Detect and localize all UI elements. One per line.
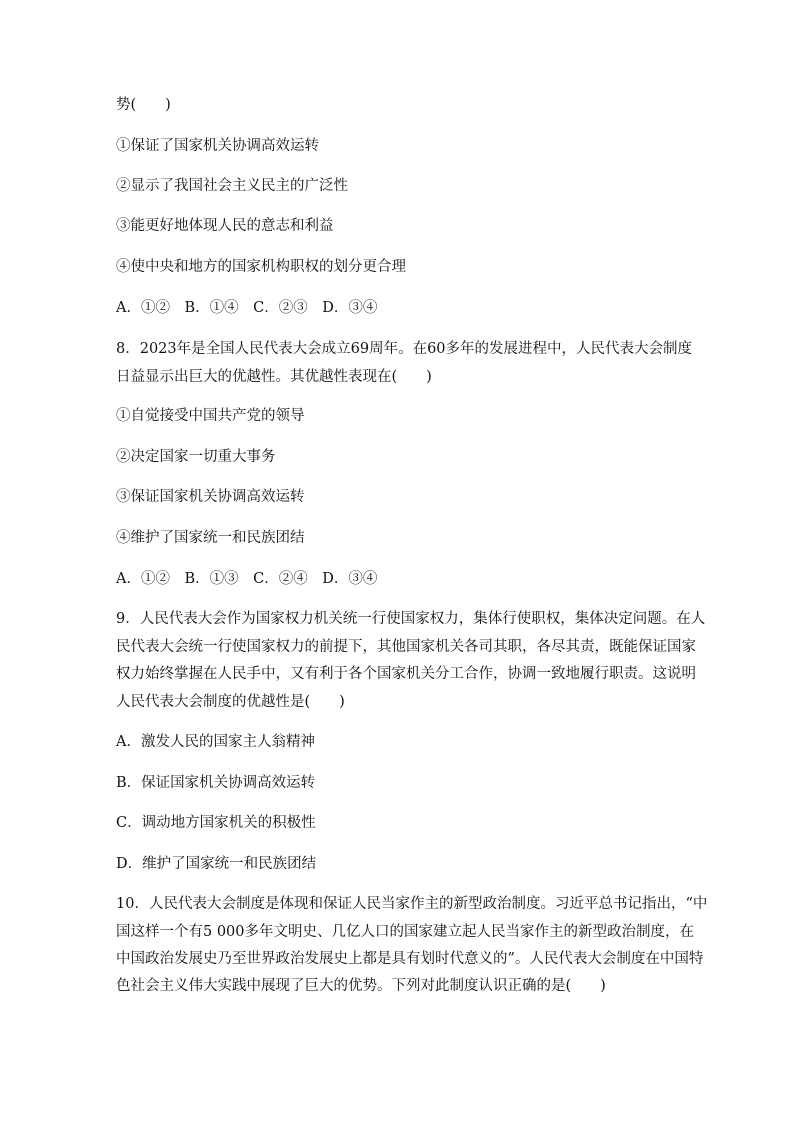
question-10-line: 国这样一个有5 000多年文明史、几亿人口的国家建立起人民当家作主的新型政治制度，在 [116,924,695,940]
option-line: D．维护了国家统一和民族团结 [116,856,317,872]
answer-choices: A．①② B．①③ C．②④ D．③④ [116,571,378,587]
option-line: ④使中央和地方的国家机构职权的划分更合理 [116,259,406,275]
option-line: ①保证了国家机关协调高效运转 [116,138,319,154]
text-line: 势( ) [116,97,171,113]
answer-choices: A．①② B．①④ C．②③ D．③④ [116,300,378,316]
question-10-line: 中国政治发展史乃至世界政治发展史上都是具有划时代意义的”。人民代表大会制度在中国特 [116,951,704,967]
option-line: ④维护了国家统一和民族团结 [116,530,305,546]
question-9-line: 民代表大会统一行使国家权力的前提下，其他国家机关各司其职，各尽其责，既能保证国家 [116,639,696,655]
option-line: ②显示了我国社会主义民主的广泛性 [116,178,348,194]
question-9-line: 9．人民代表大会作为国家权力机关统一行使国家权力，集体行使职权，集体决定问题。在人 [116,611,706,627]
option-line: A．激发人民的国家主人翁精神 [116,734,315,750]
option-line: ③保证国家机关协调高效运转 [116,489,305,505]
question-10-line: 10．人民代表大会制度是体现和保证人民当家作主的新型政治制度。习近平总书记指出，“中 [116,896,708,912]
option-line: ③能更好地体现人民的意志和利益 [116,218,334,234]
question-9-line: 人民代表大会制度的优越性是( ) [116,694,345,710]
question-10-line: 色社会主义伟大实践中展现了巨大的优势。下列对此制度认识正确的是( ) [116,978,606,994]
option-line: B．保证国家机关协调高效运转 [116,775,316,791]
question-8-line: 8．2023年是全国人民代表大会成立69周年。在60多年的发展进程中，人民代表大会制度 [116,341,693,357]
question-8-line: 日益显示出巨大的优越性。其优越性表现在( ) [116,369,432,385]
question-9-line: 权力始终掌握在人民手中，又有利于各个国家机关分工合作，协调一致地履行职责。这说明 [116,666,696,682]
option-line: C．调动地方国家机关的积极性 [116,815,316,831]
option-line: ②决定国家一切重大事务 [116,449,276,465]
option-line: ①自觉接受中国共产党的领导 [116,408,305,424]
